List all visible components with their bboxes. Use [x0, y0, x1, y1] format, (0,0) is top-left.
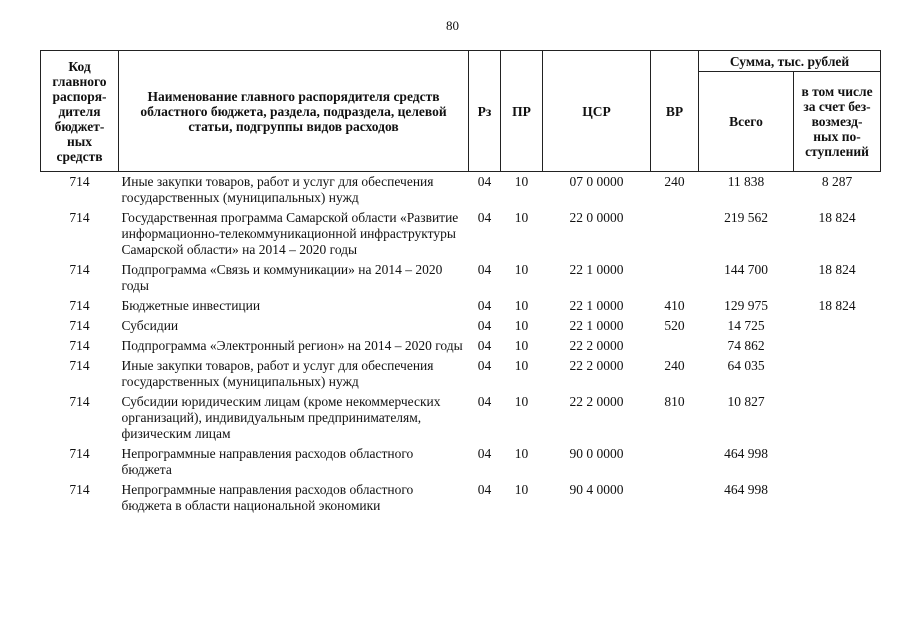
- cell-total: 10 827: [727, 394, 765, 409]
- header-csr: ЦСР: [543, 51, 651, 172]
- cell-code: 714: [69, 446, 90, 461]
- cell-name: Непрограммные направления расходов областного бюджета: [121, 446, 414, 477]
- cell-name: Субсидии: [121, 318, 179, 333]
- cell-incl: 18 824: [818, 210, 856, 225]
- cell-vr: [651, 480, 699, 516]
- cell-csr: 22 2 0000: [569, 394, 624, 409]
- table-row: [41, 356, 881, 392]
- table-body: [41, 172, 881, 517]
- cell-name: Бюджетные инвестиции: [121, 298, 261, 313]
- cell-rz: 04: [477, 358, 492, 373]
- cell-incl: [794, 480, 881, 516]
- cell-vr: 240: [664, 174, 685, 189]
- cell-pr: 10: [514, 174, 529, 189]
- cell-rz: 04: [477, 298, 492, 313]
- table-header: [41, 51, 881, 172]
- cell-total: 144 700: [724, 262, 768, 277]
- cell-pr: 10: [514, 338, 529, 353]
- cell-incl: [794, 444, 881, 480]
- cell-pr: 10: [514, 358, 529, 373]
- header-vr: ВР: [651, 51, 699, 172]
- cell-rz: 04: [477, 318, 492, 333]
- cell-csr: 22 1 0000: [569, 262, 624, 277]
- cell-vr: 410: [664, 298, 685, 313]
- cell-csr: 22 0 0000: [569, 210, 624, 225]
- cell-rz: 04: [477, 210, 492, 225]
- cell-code: 714: [69, 174, 90, 189]
- cell-total: 64 035: [727, 358, 765, 373]
- cell-vr: 810: [664, 394, 685, 409]
- cell-name: Государственная программа Самарской области «Развитие информационно-телекоммуникационной инфраструктуры Самарской области» на 2014 – 2020 годы: [121, 210, 459, 257]
- cell-rz: 04: [477, 338, 492, 353]
- header-pr: ПР: [501, 51, 543, 172]
- cell-vr: [651, 336, 699, 356]
- cell-csr: 07 0 0000: [569, 174, 624, 189]
- header-name: Наименование главного распорядителя средств областного бюджета, раздела, подраздела, целевой статьи, подгруппы видов расходов: [119, 51, 469, 172]
- cell-code: 714: [69, 338, 90, 353]
- cell-incl: 18 824: [818, 298, 856, 313]
- cell-total: 464 998: [724, 482, 768, 497]
- cell-csr: 22 2 0000: [569, 338, 624, 353]
- cell-total: 74 862: [727, 338, 765, 353]
- cell-csr: 22 2 0000: [569, 358, 624, 373]
- cell-code: 714: [69, 358, 90, 373]
- cell-code: 714: [69, 394, 90, 409]
- table-row: [41, 296, 881, 316]
- cell-code: 714: [69, 482, 90, 497]
- cell-total: 14 725: [727, 318, 765, 333]
- cell-pr: 10: [514, 210, 529, 225]
- cell-incl: 18 824: [818, 262, 856, 277]
- budget-table: [40, 50, 881, 516]
- cell-name: Подпрограмма «Связь и коммуникации» на 2014 – 2020 годы: [121, 262, 443, 293]
- header-incl: в том числе за счет без- возмезд- ных по- ступлений: [794, 72, 881, 172]
- cell-pr: 10: [514, 318, 529, 333]
- cell-incl: [794, 392, 881, 444]
- page-number: 80: [446, 18, 459, 33]
- cell-pr: 10: [514, 394, 529, 409]
- cell-vr: 520: [664, 318, 685, 333]
- cell-incl: [794, 316, 881, 336]
- cell-total: 219 562: [724, 210, 768, 225]
- cell-rz: 04: [477, 446, 492, 461]
- header-total: Всего: [699, 72, 794, 172]
- table-row: [41, 208, 881, 260]
- table-row: [41, 444, 881, 480]
- cell-total: 129 975: [724, 298, 768, 313]
- table-row: [41, 392, 881, 444]
- cell-pr: 10: [514, 482, 529, 497]
- cell-pr: 10: [514, 262, 529, 277]
- cell-rz: 04: [477, 394, 492, 409]
- cell-code: 714: [69, 262, 90, 277]
- table-row: [41, 172, 881, 209]
- cell-csr: 22 1 0000: [569, 298, 624, 313]
- cell-csr: 22 1 0000: [569, 318, 624, 333]
- table-row: [41, 480, 881, 516]
- header-code: Код главного распоря- дителя бюджет- ных средств: [41, 51, 119, 172]
- cell-vr: [651, 260, 699, 296]
- cell-vr: [651, 208, 699, 260]
- table-row: [41, 316, 881, 336]
- cell-code: 714: [69, 210, 90, 225]
- cell-name: Иные закупки товаров, работ и услуг для обеспечения государственных (муниципальных) нужд: [121, 174, 434, 205]
- cell-pr: 10: [514, 298, 529, 313]
- header-rz: Рз: [469, 51, 501, 172]
- cell-csr: 90 4 0000: [569, 482, 624, 497]
- table-row: [41, 336, 881, 356]
- cell-name: Иные закупки товаров, работ и услуг для обеспечения государственных (муниципальных) нужд: [121, 358, 434, 389]
- cell-pr: 10: [514, 446, 529, 461]
- cell-code: 714: [69, 298, 90, 313]
- cell-incl: 8 287: [821, 174, 853, 189]
- cell-name: Непрограммные направления расходов областного бюджета в области национальной экономики: [121, 482, 414, 513]
- cell-name: Подпрограмма «Электронный регион» на 2014 – 2020 годы: [121, 338, 463, 353]
- cell-total: 11 838: [727, 174, 765, 189]
- cell-incl: [794, 336, 881, 356]
- cell-rz: 04: [477, 482, 492, 497]
- cell-csr: 90 0 0000: [569, 446, 624, 461]
- table-row: [41, 260, 881, 296]
- cell-name: Субсидии юридическим лицам (кроме некоммерческих организаций), индивидуальным предпринимателям, физическим лицам: [121, 394, 441, 441]
- header-sum: Сумма, тыс. рублей: [699, 51, 881, 72]
- cell-vr: [651, 444, 699, 480]
- cell-code: 714: [69, 318, 90, 333]
- cell-total: 464 998: [724, 446, 768, 461]
- cell-vr: 240: [664, 358, 685, 373]
- cell-rz: 04: [477, 262, 492, 277]
- cell-rz: 04: [477, 174, 492, 189]
- cell-incl: [794, 356, 881, 392]
